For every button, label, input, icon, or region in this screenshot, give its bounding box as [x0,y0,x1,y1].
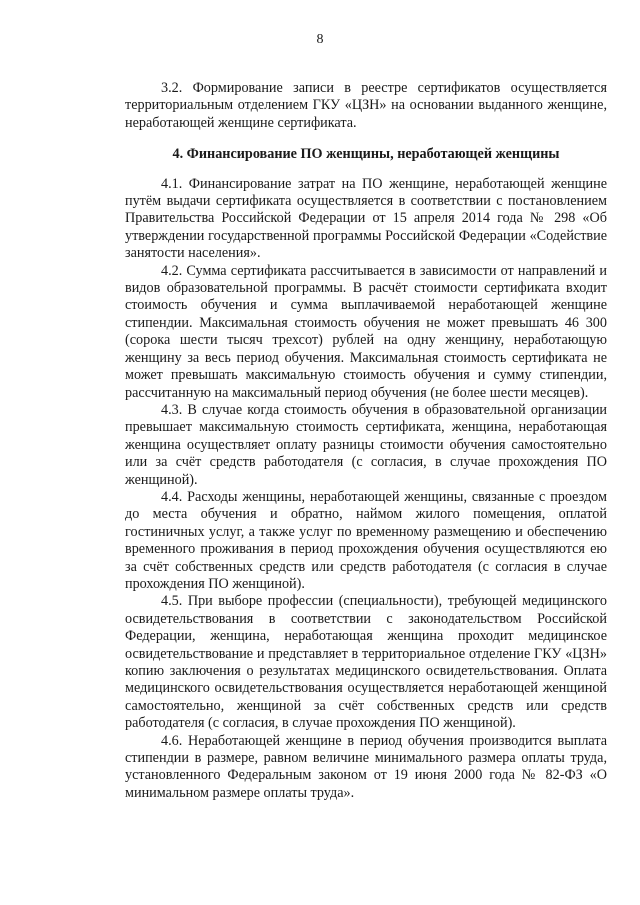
page-number: 8 [316,32,324,47]
section-4-heading: 4. Финансирование ПО женщины, неработающей женщины [172,146,560,163]
paragraph-4-6: 4.6. Неработающей женщине в период обучения производится выплата стипендии в размере, равном величине минимального размера оплаты труда, установленного Федеральным законом от 19 июня 2000 года № 82-ФЗ «О минимальном размере оплаты труда». [125,732,607,801]
paragraph-4-3: 4.3. В случае когда стоимость обучения в образовательной организации превышает максимальную стоимость сертификата, женщина, неработающая женщина осуществляет оплату разницы стоимости обучения самостоятельно или за счёт средств работодателя (с согласия, в случае прохождения ПО женщиной). [125,401,607,488]
paragraph-3-2: 3.2. Формирование записи в реестре сертификатов осуществляется территориальным отделением ГКУ «ЦЗН» на основании выданного женщине, неработающей женщине сертификата. [125,80,607,131]
paragraph-4-5: 4.5. При выборе профессии (специальности), требующей медицинского освидетельствования в соответствии с законодательством Российской Федерации, женщина, неработающая женщина проходит медицинское освидетельствование и представляет в территориальное отделение ГКУ «ЦЗН» копию заключения о результатах медицинского освидетельствования. Оплата медицинского освидетельствования осуществляется неработающей женщиной самостоятельно, женщиной за счёт собственных средств или средств работодателя (с согласия, в случае прохождения ПО женщиной). [125,593,607,732]
paragraph-4-4: 4.4. Расходы женщины, неработающей женщины, связанные с проездом до места обучения и обратно, наймом жилого помещения, оплатой гостиничных услуг, а также услуг по временному размещению и обеспечению временного проживания в период прохождения обучения осуществляются ею за счёт собственных средств или средств работодателя (с согласия в случае прохождения ПО женщиной). [125,488,607,592]
paragraph-4-2: 4.2. Сумма сертификата рассчитывается в зависимости от направлений и видов образовательной программы. В расчёт стоимости сертификата входит стоимость обучения и сумма выплачиваемой неработающей женщине стипендии. Максимальная стоимость обучения не может превышать 46 300 (сорока шести тысяч трехсот) рублей на одну женщину, неработающую женщину за весь период обучения. Максимальная стоимость сертификата не может превышать максимальную стоимость обучения и сумму стипендии, рассчитанную на максимальный период обучения (не более шести месяцев). [125,262,607,401]
paragraph-4-1: 4.1. Финансирование затрат на ПО женщине, неработающей женщине путём выдачи сертификата осуществляется в соответствии с постановлением Правительства Российской Федерации от 15 апреля 2014 года № 298 «Об утверждении государственной программы Российской Федерации «Содействие занятости населения». [125,175,607,262]
document-body [125,80,607,802]
